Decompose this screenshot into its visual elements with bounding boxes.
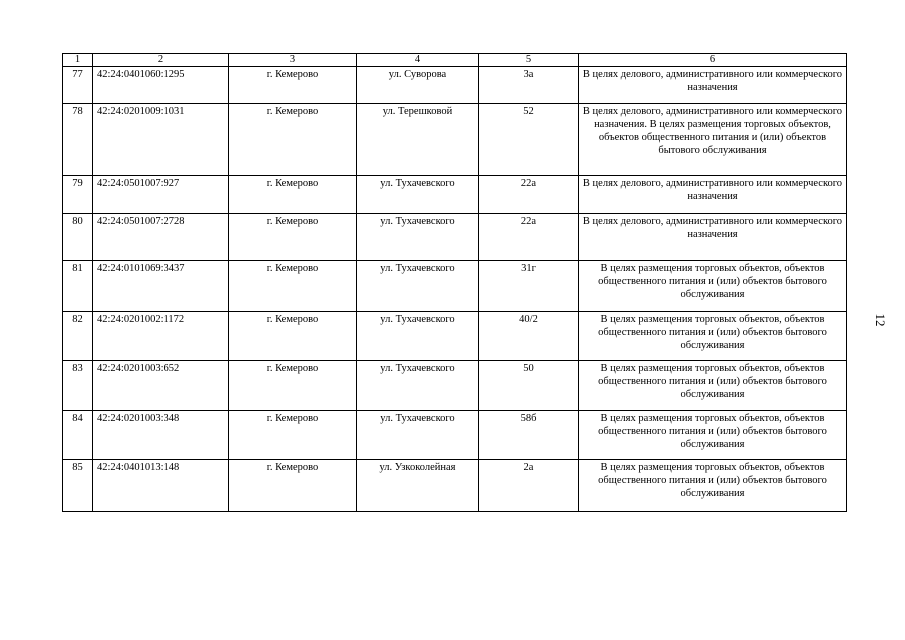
purpose: В целях размещения торговых объектов, объектов общественного питания и (или) объектов бытового обслуживания [579, 312, 847, 361]
purpose: В целях размещения торговых объектов, объектов общественного питания и (или) объектов бытового обслуживания [579, 411, 847, 460]
table-row [63, 261, 847, 312]
city: г. Кемерово [229, 411, 357, 460]
table-row [63, 460, 847, 512]
row-number: 77 [63, 67, 93, 104]
house-number: 40/2 [479, 312, 579, 361]
city: г. Кемерово [229, 361, 357, 411]
house-number: 50 [479, 361, 579, 411]
row-number: 79 [63, 176, 93, 214]
cadastral-number: 42:24:0101069:3437 [93, 261, 229, 312]
cadastral-number: 42:24:0201002:1172 [93, 312, 229, 361]
column-header: 6 [579, 54, 847, 67]
row-number: 85 [63, 460, 93, 512]
table-row [63, 411, 847, 460]
cadastral-number: 42:24:0401060:1295 [93, 67, 229, 104]
cadastral-number: 42:24:0201009:1031 [93, 104, 229, 176]
house-number: 22а [479, 214, 579, 261]
table-row [63, 176, 847, 214]
city: г. Кемерово [229, 176, 357, 214]
row-number: 84 [63, 411, 93, 460]
column-header: 3 [229, 54, 357, 67]
city: г. Кемерово [229, 67, 357, 104]
house-number: 3а [479, 67, 579, 104]
street: ул. Тухачевского [357, 176, 479, 214]
street: ул. Терешковой [357, 104, 479, 176]
purpose: В целях размещения торговых объектов, объектов общественного питания и (или) объектов бытового обслуживания [579, 361, 847, 411]
row-number: 80 [63, 214, 93, 261]
table-row [63, 361, 847, 411]
house-number: 52 [479, 104, 579, 176]
city: г. Кемерово [229, 104, 357, 176]
purpose: В целях размещения торговых объектов, объектов общественного питания и (или) объектов бытового обслуживания [579, 460, 847, 512]
city: г. Кемерово [229, 312, 357, 361]
street: ул. Тухачевского [357, 261, 479, 312]
table-header-row [63, 54, 847, 67]
table-row [63, 214, 847, 261]
table-row [63, 104, 847, 176]
purpose: В целях делового, административного или коммерческого назначения [579, 214, 847, 261]
column-header: 1 [63, 54, 93, 67]
purpose: В целях делового, административного или коммерческого назначения [579, 67, 847, 104]
street: ул. Суворова [357, 67, 479, 104]
city: г. Кемерово [229, 261, 357, 312]
cadastral-number: 42:24:0501007:2728 [93, 214, 229, 261]
column-header: 5 [479, 54, 579, 67]
row-number: 81 [63, 261, 93, 312]
cadastral-number: 42:24:0501007:927 [93, 176, 229, 214]
street: ул. Тухачевского [357, 361, 479, 411]
street: ул. Тухачевского [357, 312, 479, 361]
property-table [62, 53, 847, 512]
purpose: В целях размещения торговых объектов, объектов общественного питания и (или) объектов бытового обслуживания [579, 261, 847, 312]
row-number: 82 [63, 312, 93, 361]
house-number: 2а [479, 460, 579, 512]
city: г. Кемерово [229, 460, 357, 512]
cadastral-number: 42:24:0201003:652 [93, 361, 229, 411]
house-number: 58б [479, 411, 579, 460]
purpose: В целях делового, административного или коммерческого назначения. В целях размещения торговых объектов, объектов общественного питания и (или) объектов бытового обслуживания [579, 104, 847, 176]
house-number: 22а [479, 176, 579, 214]
street: ул. Узкоколейная [357, 460, 479, 512]
purpose: В целях делового, административного или коммерческого назначения [579, 176, 847, 214]
city: г. Кемерово [229, 214, 357, 261]
street: ул. Тухачевского [357, 214, 479, 261]
table-row [63, 67, 847, 104]
table-row [63, 312, 847, 361]
column-header: 4 [357, 54, 479, 67]
cadastral-number: 42:24:0401013:148 [93, 460, 229, 512]
house-number: 31г [479, 261, 579, 312]
street: ул. Тухачевского [357, 411, 479, 460]
page-number: 12 [873, 313, 888, 327]
row-number: 78 [63, 104, 93, 176]
column-header: 2 [93, 54, 229, 67]
cadastral-number: 42:24:0201003:348 [93, 411, 229, 460]
row-number: 83 [63, 361, 93, 411]
